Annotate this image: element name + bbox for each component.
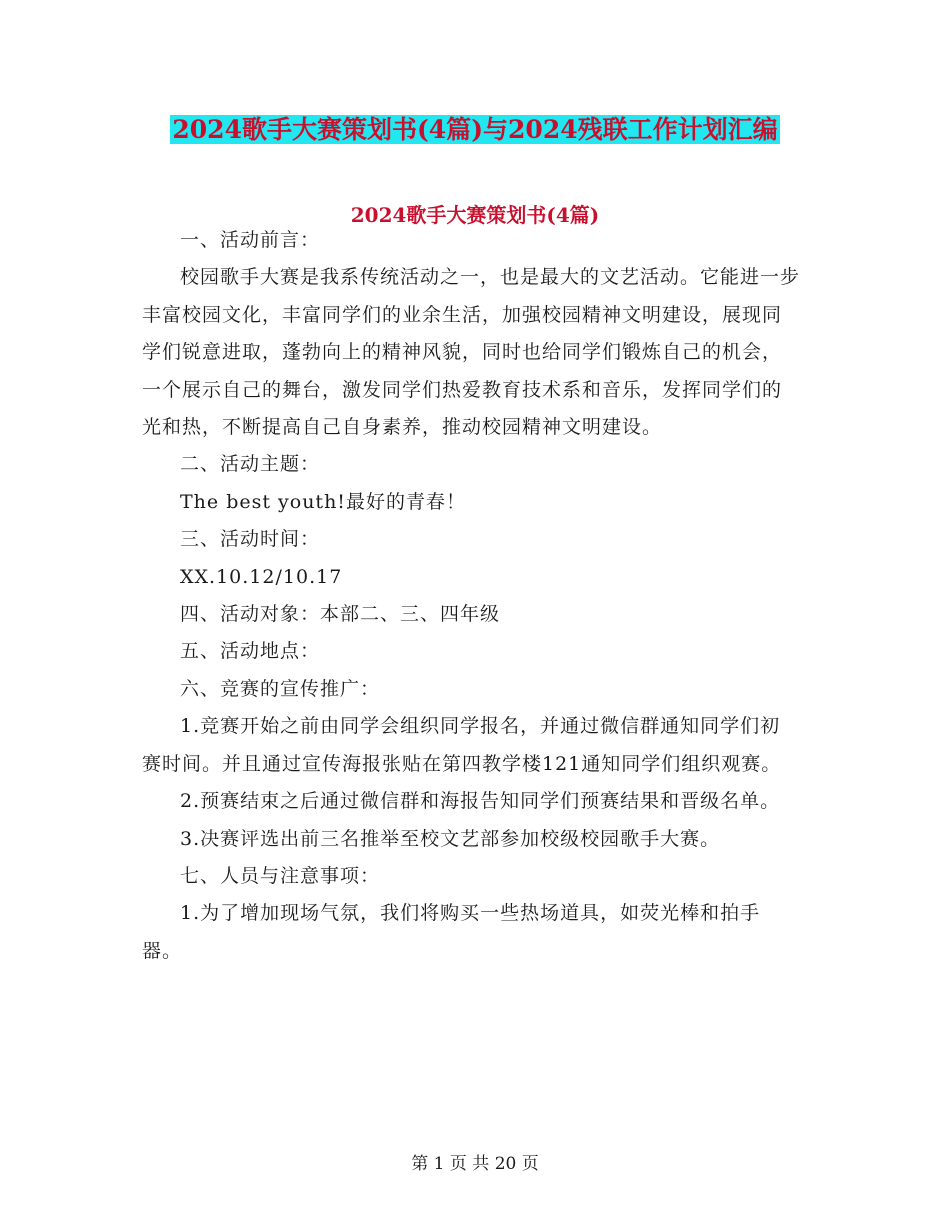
page-footer: 第 1 页 共 20 页 (411, 1154, 539, 1174)
paragraph: 1.为了增加现场气氛，我们将购买一些热场道具，如荧光棒和拍手器。 (142, 902, 761, 962)
paragraph: 七、人员与注意事项： (180, 864, 381, 887)
paragraph: 一、活动前言： (180, 229, 321, 251)
paragraph: 六、竞赛的宣传推广： (180, 677, 381, 700)
paragraph: 四、活动对象：本部二、三、四年级 (180, 603, 501, 626)
paragraph: 1.竞赛开始之前由同学会组织同学报名，并通过微信群通知同学们初赛时间。并且通过宣传海报张贴在第四教学楼121通知同学们组织观赛。 (142, 715, 782, 775)
document-main-title (0, 112, 950, 148)
section-title: 2024歌手大赛策划书(4篇) (350, 203, 600, 227)
paragraph: XX.10.12/10.17 (180, 565, 343, 588)
main-title-text: 2024歌手大赛策划书(4篇)与2024残联工作计划汇编 (172, 115, 778, 144)
paragraph: The best youth!最好的青春！ (180, 490, 466, 513)
paragraph: 三、活动时间： (180, 528, 321, 551)
paragraph: 2.预赛结束之后通过微信群和海报告知同学们预赛结果和晋级名单。 (180, 790, 781, 813)
paragraph: 3.决赛评选出前三名推举至校文艺部参加校级校园歌手大赛。 (180, 827, 721, 850)
document-body (142, 222, 800, 970)
paragraph: 校园歌手大赛是我系传统活动之一，也是最大的文艺活动。它能进一步丰富校园文化，丰富同学们的业余生活，加强校园精神文明建设，展现同学们锐意进取，蓬勃向上的精神风貌，同时也给同学们锻炼自己的机会，一个展示自己的舞台，激发同学们热爱教育技术系和音乐，发挥同学们的光和热，不断提高自己自身素养，推动校园精神文明建设。 (142, 266, 801, 439)
paragraph: 二、活动主题： (180, 453, 321, 476)
paragraph: 五、活动地点： (180, 640, 321, 663)
